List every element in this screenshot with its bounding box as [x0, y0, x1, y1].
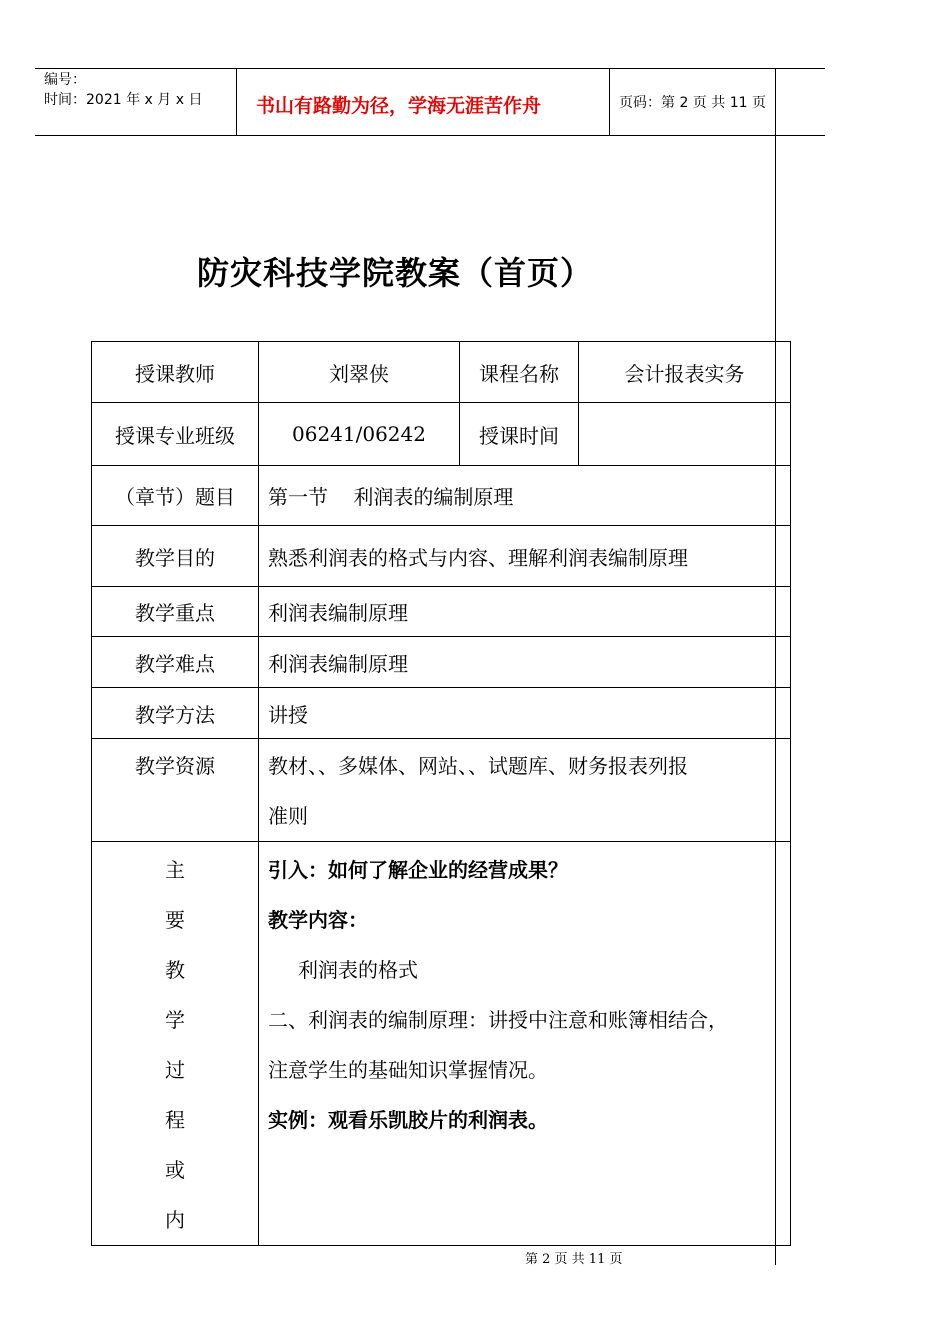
- chapter-label: （章节）题目: [92, 466, 259, 526]
- content-heading: 教学内容：: [268, 908, 368, 932]
- doc-number-label: 编号：: [44, 72, 86, 88]
- time-label: 授课时间: [460, 403, 579, 466]
- content-item-1: 利润表的格式: [298, 958, 418, 982]
- process-label-char: 要: [165, 908, 185, 932]
- process-content: [259, 842, 791, 1246]
- table-row: [92, 688, 791, 739]
- intro-line: 引入：如何了解企业的经营成果？: [268, 858, 568, 882]
- doc-time-label: 时间：2021 年 x 月 x 日: [44, 92, 203, 108]
- course-value: 会计报表实务: [579, 342, 791, 403]
- page-footer: 第 2 页 共 11 页: [525, 1252, 623, 1267]
- resource-label: 教学资源: [135, 754, 215, 778]
- resource-line-2: 准则: [268, 804, 308, 828]
- key-point-label: 教学重点: [92, 587, 259, 637]
- time-value: [579, 403, 791, 466]
- class-value: 06241/06242: [259, 403, 460, 466]
- table-row: [92, 842, 791, 1246]
- method-value: 讲授: [259, 688, 791, 739]
- process-label-char: 或: [165, 1158, 185, 1182]
- difficulty-label: 教学难点: [92, 637, 259, 688]
- course-label: 课程名称: [460, 342, 579, 403]
- process-label-char: 过: [165, 1058, 185, 1082]
- teacher-label: 授课教师: [92, 342, 259, 403]
- content-item-2-line-1: 二、利润表的编制原理：讲授中注意和账簿相结合，: [268, 1008, 728, 1032]
- header-top-rule: [35, 68, 825, 69]
- process-label-char: 程: [165, 1108, 185, 1132]
- teacher-value: 刘翠侠: [259, 342, 460, 403]
- resource-value-cell: [259, 739, 791, 842]
- table-row: [92, 637, 791, 688]
- process-label-char: 教: [165, 958, 185, 982]
- table-row: [92, 342, 791, 403]
- lesson-plan-table: [91, 341, 791, 1246]
- key-point-value: 利润表编制原理: [259, 587, 791, 637]
- difficulty-value: 利润表编制原理: [259, 637, 791, 688]
- page-info: 页码：第 2 页 共 11 页: [619, 95, 766, 111]
- table-row: [92, 739, 791, 842]
- method-label: 教学方法: [92, 688, 259, 739]
- chapter-value: 第一节 利润表的编制原理: [259, 466, 791, 526]
- table-row: [92, 403, 791, 466]
- process-label-char: 主: [165, 858, 185, 882]
- goal-value: 熟悉利润表的格式与内容、理解利润表编制原理: [259, 526, 791, 587]
- header-divider-right: [609, 68, 610, 136]
- content-item-2-line-2: 注意学生的基础知识掌握情况。: [268, 1058, 548, 1082]
- class-label: 授课专业班级: [92, 403, 259, 466]
- goal-label: 教学目的: [92, 526, 259, 587]
- header-bottom-rule: [35, 135, 825, 136]
- header-divider-left: [236, 68, 237, 136]
- resource-line-1: 教材、、多媒体、网站、、试题库、财务报表列报: [268, 754, 688, 778]
- table-row: [92, 466, 791, 526]
- process-label-char: 内: [165, 1208, 185, 1232]
- resource-label-cell: [92, 739, 259, 842]
- header-motto: 书山有路勤为径，学海无涯苦作舟: [256, 95, 542, 117]
- table-row: [92, 526, 791, 587]
- example-line: 实例：观看乐凯胶片的利润表。: [268, 1108, 548, 1132]
- table-row: [92, 587, 791, 637]
- page-title: 防灾科技学院教案（首页）: [197, 254, 594, 292]
- process-label: [92, 842, 259, 1246]
- process-label-char: 学: [165, 1008, 185, 1032]
